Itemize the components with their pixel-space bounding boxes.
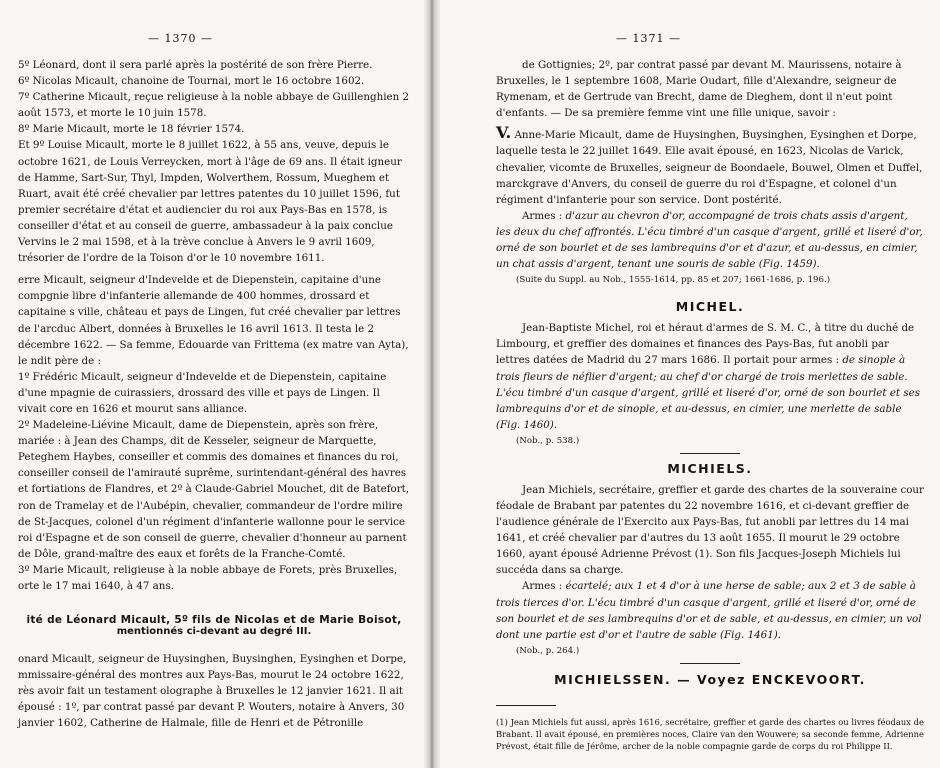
arms-paragraph <box>496 208 924 272</box>
paragraph: erre Micault, seigneur d'Indevelde et de Diepenstein, capitaine d'une compgnie libre d'infanterie allemande de 400 hommes, drossard et capitaine s ville, château et pays de Lingen, fut créé chevalier par lettres de l'arcduc Albert, données à Bruxelles le 16 avril 1613. Il testa le 2 décembre 1622. — Sa femme, Edouarde van Frittema (ex matre van Ayta), le ndit père de : <box>18 274 409 367</box>
degree-entry <box>496 125 924 207</box>
right-page <box>440 0 940 768</box>
paragraph: 1º Frédéric Micault, seigneur d'Indevelde et de Diepenstein, capitaine d'une mpagnie de cuirassiers, drossard des ville et pays de Lingen. Il vivait core en 1626 et mourut sans alliance. <box>18 370 387 415</box>
paragraph: 6º Nicolas Micault, chanoine de Tournai, mort le 16 octobre 1602. <box>18 75 365 88</box>
paragraph: 2º Madeleine-Liévine Micault, dame de Diepenstein, après son frère, mariée : à Jean des Champs, dit de Kesseler, seigneur de Marquette, Peteghem Haybes, conseiller et commis des domaines et finances du roi, conseiller conseil de l'amirauté suprême, surintendant-général des havres et fortiations de Flandres, et 2º à Claude-Gabriel Mouchet, dit de Batefort, ron de Tramelay et de l'Aubépin, chevalier, commandeur de l'ordre milire de St-Jacques, colonel d'un régiment d'infanterie wallonne pour le service roi d'Espagne et de son conseil de guerre, chevalier d'honneur au parnent de Dôle, grand-maître des eaux et forêts de la Franche-Comté. <box>18 419 410 560</box>
degree-numeral: V. <box>496 123 512 143</box>
paragraph: 8º Marie Micault, morte le 18 février 1574. <box>18 123 245 136</box>
divider <box>680 453 740 454</box>
paragraph: Et 9º Louise Micault, morte le 8 juillet 1622, à 55 ans, veuve, depuis le octobre 1621, de Louis Verreycken, mort à l'âge de 69 ans. Il était igneur de Hamme, Sart-Sur, Thyl, Impden, Wolverthem, Rossum, Mueghem et Ruart, avait été créé chevalier par lettres patentes du 10 juillet 1596, fut premier secrétaire d'état et audiencier du roi aux Pays-Bas en 1578, is conseiller d'état et au conseil de guerre, ambassadeur à la paix conclue Vervins le 2 mai 1598, et à la trève conclue à Anvers le 9 avril 1609, trésorier de l'ordre de la Toison d'or le 10 novembre 1611. <box>18 139 402 265</box>
divider <box>680 663 740 664</box>
paragraph: 5º Léonard, dont il sera parlé après la postérité de son frère Pierre. <box>18 59 373 71</box>
arms-blazon: écartelé; aux 1 et 4 d'or à une herse de sable; aux 2 et 3 de sable à trois tierces d'or. L'écu timbré d'un casque d'argent, grillé et liseré d'or, orné de son bourlet et de ses lambrequins d'or et de sable, et au-dessus, en cimier, un vol dont une partie est d'or et l'autre de sable (Fig. 1461). <box>496 580 922 641</box>
michel-blazon: de sinople à trois fleurs de néflier d'argent; au chef d'or chargé de trois merlettes de sable. L'écu timbré d'un casque d'argent, grillé et liseré d'or, orné de son bourlet et ses lambrequins d'or et de sinople, et au-dessus, en cimier, une merlette de sable (Fig. 1460). <box>496 354 920 431</box>
paragraph: 7º Catherine Micault, reçue religieuse à la noble abbaye de Guillenghien 2 août 1573, et morte le 10 juin 1578. <box>18 91 410 120</box>
footnote-divider <box>496 705 556 706</box>
section-heading: ité de Léonard Micault, 5º fils de Nicolas et de Marie Boisot, <box>26 614 402 627</box>
michel-text: Jean-Baptiste Michel, roi et héraut d'armes de S. M. C., à titre du duché de Limbourg, et greffier des domaines et finances des Pays-Bas, fut anobli par lettres datées de Madrid du 27 mars 1686. Il portait pour armes : <box>496 322 915 367</box>
paragraph: de Gottignies; 2º, par contrat passé par devant M. Maurissens, notaire à Bruxelles, le 1 septembre 1608, Marie Oudart, fille d'Alexandre, seigneur de Rymenam, et de Gertrude van Brecht, dame de Dieghem, dont il n'eut point d'enfants. — De sa première femme vint une fille unique, savoir : <box>496 59 902 120</box>
paragraph: 3º Marie Micault, religieuse à la noble abbaye de Forets, près Bruxelles, orte le 17 mai 1640, à 47 ans. <box>18 563 398 592</box>
arms-label: Armes : <box>522 580 563 593</box>
entry-title-michielssen: MICHIELSSEN. — Voyez ENCKEVOORT. <box>554 671 866 687</box>
entry-title-michiels: MICHIELS. <box>667 460 753 476</box>
arms-label: Armes : <box>522 209 563 222</box>
paragraph: onard Micault, seigneur de Huysinghen, Buysinghen, Eysinghen et Dorpe, mmissaire-général des montres aux Pays-Bas, mourut le 24 octobre 1622, rès avoir fait un testament olographe à Bruxelles le 12 janvier 1621. Il ait épousé : 1º, par contrat passé par devant P. Wouters, notaire à Anvers, 30 janvier 1602, Catherine de Halmale, fille de Henri et de Pétronille <box>18 653 407 730</box>
section-subheading: mentionnés ci-devant au degré III. <box>116 626 312 638</box>
page-number-right: — 1371 — <box>616 32 681 45</box>
reference: (Nob., p. 264.) <box>516 645 580 656</box>
arms-blazon: d'azur au chevron d'or, accompagné de trois chats assis d'argent, les deux du chef affrontés. L'écu timbré d'un casque d'argent, grillé et liseré d'or, orné de son bourlet et de ses lambrequins d'or et d'azur, et au-dessus, en cimier, un chat assis d'argent, tenant une souris de sable (Fig. 1459). <box>496 209 923 271</box>
page-number-left: — 1370 — <box>148 32 213 45</box>
degree-text: Anne-Marie Micault, dame de Huysinghen, Buysinghen, Eysinghen et Dorpe, laquelle testa le 22 juillet 1649. Elle avait épousé, en 1623, Nicolas de Varick, chevalier, vicomte de Bruxelles, seigneur de Boondaele, Bouwel, Olmen et Duffel, marckgrave d'Anvers, du conseil de guerre du roi d'Espagne, et colonel d'un régiment d'infanterie pour son service. Dont postérité. <box>496 129 923 206</box>
reference: (Nob., p. 538.) <box>516 435 580 446</box>
arms-paragraph <box>496 578 924 642</box>
michiels-text: Jean Michiels, secrétaire, greffier et garde des chartes de la souveraine cour féodale de Brabant par patentes du 22 novembre 1616, et ci-devant greffier de l'audience générale de l'Exercito aux Pays-Bas, fut anobli par lettres du 14 mai 1641, et créé chevalier par d'autres du 13 août 1655. Il mourut le 29 octobre 1660, ayant épousé Adrienne Prévost (1). Son fils Jacques-Joseph Michiels lui succéda dans sa charge. <box>496 483 924 577</box>
michel-paragraph <box>496 320 924 433</box>
reference: (Suite du Suppl. au Nob., 1555-1614, pp. 85 et 207; 1661-1686, p. 196.) <box>516 275 831 286</box>
left-page <box>0 0 424 768</box>
entry-title-michel: MICHEL. <box>675 299 745 315</box>
footnote: (1) Jean Michiels fut aussi, après 1616, secrétaire, greffier et garde des chartes ou livres féodaux de Brabant. Il avait épousé, en premières noces, Claire van den Wouwere; sa seconde femme, Adrienne Prévost, était fille de Jérôme, archer de la noble compagnie garde de corps du roi Philippe II. <box>496 716 924 751</box>
book-gutter <box>424 0 440 768</box>
